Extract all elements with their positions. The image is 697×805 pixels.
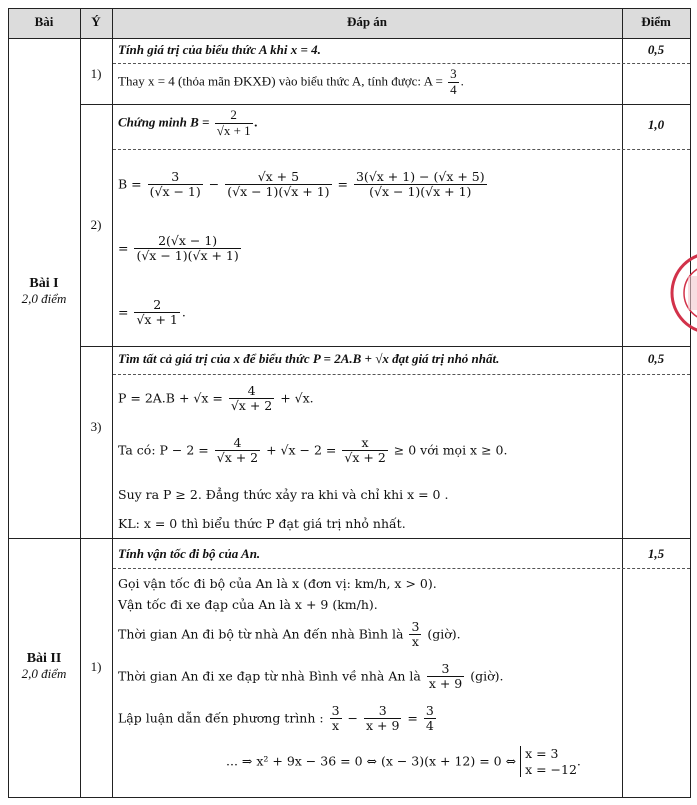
fraction bbox=[134, 234, 240, 264]
bai1-q1-points: 0,5 bbox=[647, 42, 665, 57]
bai2-q1-line4 bbox=[118, 662, 504, 692]
fraction-numerator: 3 bbox=[171, 169, 180, 184]
bai2-q1-line3 bbox=[118, 620, 461, 650]
fraction bbox=[448, 67, 459, 98]
bai2-label-cell bbox=[8, 651, 80, 682]
fraction-denominator: (√x − 1)(√x + 1) bbox=[354, 184, 487, 199]
fraction-denominator: (√x − 1) bbox=[149, 184, 201, 200]
bai1-q3-line1 bbox=[118, 384, 314, 414]
table-border bbox=[80, 104, 691, 105]
table-border bbox=[8, 38, 691, 39]
fraction-denominator: x bbox=[409, 634, 421, 649]
fraction-numerator: 2(√x − 1) bbox=[158, 233, 218, 248]
table-border bbox=[690, 8, 691, 798]
fraction-denominator: √x + 1 bbox=[216, 122, 251, 138]
table-border bbox=[80, 8, 81, 798]
bai2-q1-line6 bbox=[226, 746, 581, 777]
bai2-q1-number: 1) bbox=[90, 659, 102, 674]
table-border bbox=[8, 797, 691, 798]
fraction-denominator: √x + 2 bbox=[344, 450, 386, 466]
bai1-q2-line3 bbox=[118, 298, 186, 328]
task-text: Chứng minh B = bbox=[118, 114, 210, 130]
table-border bbox=[8, 8, 691, 9]
header-y: Ý bbox=[91, 14, 101, 29]
fraction-numerator: 3 bbox=[441, 661, 450, 676]
equation-text: P = 2A.B + √x = bbox=[118, 390, 223, 406]
bai2-q1-line5 bbox=[118, 704, 438, 734]
row-separator bbox=[113, 63, 690, 64]
equation-text: + √x. bbox=[280, 390, 314, 406]
equation-text: ... ⇒ x² + 9x − 36 = 0 ⇔ (x − 3)(x + 12) = 0 ⇔ bbox=[226, 753, 517, 769]
bai1-q1-number: 1) bbox=[90, 66, 102, 81]
bai2-q1-line1: Gọi vận tốc đi bộ của An là x (đơn vị: km/h, x > 0). bbox=[118, 576, 437, 591]
bai1-label: Bài I bbox=[29, 276, 59, 291]
bai1-q2-task bbox=[118, 108, 258, 139]
header-diem: Điểm bbox=[641, 14, 671, 29]
fraction-denominator: √x + 1 bbox=[136, 312, 178, 328]
equation-text: − bbox=[347, 710, 358, 726]
fraction bbox=[225, 170, 331, 200]
case-bracket bbox=[520, 746, 577, 777]
answer-text: . bbox=[460, 73, 464, 89]
fraction bbox=[148, 170, 203, 200]
bai2-score: 2,0 điểm bbox=[21, 666, 67, 682]
equation-text: ≥ 0 với mọi x ≥ 0. bbox=[393, 442, 508, 458]
fraction bbox=[330, 704, 342, 734]
equation-text: = bbox=[118, 304, 129, 320]
fraction-numerator: 3 bbox=[450, 66, 457, 81]
bai1-q3-task: Tìm tất cả giá trị của x để biểu thức P = 2A.B + √x đạt giá trị nhỏ nhất. bbox=[118, 351, 500, 366]
equation-text: B = bbox=[118, 176, 142, 192]
fraction-denominator: x + 9 bbox=[365, 718, 400, 734]
bai1-q2-line2 bbox=[118, 234, 243, 264]
bai2-q1-line2: Vận tốc đi xe đạp của An là x + 9 (km/h). bbox=[118, 597, 378, 612]
fraction-denominator: (√x − 1)(√x + 1) bbox=[136, 248, 239, 264]
fraction bbox=[134, 298, 179, 328]
row-separator bbox=[113, 374, 690, 375]
fraction-numerator: x bbox=[361, 435, 369, 450]
fraction-numerator: 2 bbox=[153, 297, 162, 312]
answer-text: Lập luận dẫn đến phương trình : bbox=[118, 710, 324, 726]
fraction-numerator: 3(√x + 1) − (√x + 5) bbox=[355, 169, 485, 184]
fraction-numerator: 3 bbox=[378, 703, 387, 718]
answer-text: (giờ). bbox=[470, 668, 504, 684]
bai1-q3-line2 bbox=[118, 436, 507, 466]
bai1-q3-line4: KL: x = 0 thì biểu thức P đạt giá trị nhỏ nhất. bbox=[118, 516, 406, 531]
answer-text: Thay x = 4 (thỏa mãn ĐKXĐ) vào biểu thức A, tính được: A = bbox=[118, 73, 443, 89]
bai1-score: 2,0 điểm bbox=[21, 291, 67, 307]
answer-text: (giờ). bbox=[427, 626, 461, 642]
fraction-denominator: 4 bbox=[425, 718, 434, 734]
fraction-numerator: 4 bbox=[233, 435, 242, 450]
fraction bbox=[409, 620, 421, 650]
equation-text: − bbox=[208, 176, 220, 192]
fraction-numerator: 3 bbox=[411, 619, 420, 634]
equation-text: . bbox=[181, 304, 186, 320]
fraction bbox=[342, 436, 387, 466]
bai1-label-cell bbox=[8, 276, 80, 307]
bai1-q2-number: 2) bbox=[90, 217, 102, 232]
case-line: x = 3 bbox=[525, 746, 559, 761]
fraction-numerator: 3 bbox=[425, 703, 434, 718]
bai1-q2-points: 1,0 bbox=[647, 117, 665, 132]
case-line: x = −12 bbox=[525, 761, 577, 777]
answer-text: Thời gian An đi bộ từ nhà An đến nhà Bình là bbox=[118, 626, 404, 642]
equation-text: = bbox=[407, 710, 418, 726]
fraction-numerator: √x + 5 bbox=[257, 169, 300, 184]
fraction bbox=[229, 384, 274, 414]
task-text: . bbox=[254, 114, 258, 130]
fraction-denominator: √x + 2 bbox=[216, 450, 259, 466]
fraction-numerator: 2 bbox=[230, 107, 237, 122]
table-border bbox=[112, 8, 113, 798]
fraction bbox=[215, 108, 253, 139]
equation-text: + √x − 2 = bbox=[266, 442, 337, 458]
fraction-numerator: 3 bbox=[331, 703, 340, 718]
bai1-q3-number: 3) bbox=[90, 419, 102, 434]
row-separator bbox=[113, 149, 690, 150]
table-border bbox=[80, 346, 691, 347]
bai1-q3-points: 0,5 bbox=[647, 351, 665, 366]
fraction bbox=[364, 704, 401, 734]
fraction-denominator: √x + 2 bbox=[230, 398, 273, 414]
answer-text: Thời gian An đi xe đạp từ nhà Bình về nhà An là bbox=[118, 668, 421, 684]
bai1-q1-task: Tính giá trị của biểu thức A khi x = 4. bbox=[118, 42, 321, 57]
official-seal-stamp bbox=[668, 238, 697, 348]
fraction-numerator: 4 bbox=[247, 383, 256, 398]
table-border bbox=[8, 538, 691, 539]
fraction bbox=[354, 170, 487, 200]
row-separator bbox=[113, 568, 690, 569]
bai1-q1-answer bbox=[118, 67, 464, 98]
header-dap-an: Đáp án bbox=[346, 14, 388, 29]
fraction bbox=[424, 704, 436, 734]
equation-text: . bbox=[576, 753, 581, 769]
fraction-denominator: x + 9 bbox=[428, 676, 463, 692]
fraction bbox=[427, 662, 464, 692]
fraction bbox=[215, 436, 260, 466]
equation-text: = bbox=[337, 176, 348, 192]
bai2-q1-task: Tính vận tốc đi bộ của An. bbox=[118, 546, 261, 561]
bai2-label: Bài II bbox=[26, 651, 62, 666]
bai2-q1-points: 1,5 bbox=[647, 546, 665, 561]
fraction-denominator: x bbox=[330, 718, 342, 733]
bai1-q2-line1 bbox=[118, 170, 489, 200]
fraction-denominator: 4 bbox=[450, 81, 457, 97]
fraction-denominator: (√x − 1)(√x + 1) bbox=[227, 184, 330, 200]
equation-text: = bbox=[118, 240, 129, 256]
header-bai: Bài bbox=[34, 14, 54, 29]
equation-text: Ta có: P − 2 = bbox=[118, 442, 209, 458]
bai1-q3-line3: Suy ra P ≥ 2. Đẳng thức xảy ra khi và chỉ khi x = 0 . bbox=[118, 487, 449, 502]
